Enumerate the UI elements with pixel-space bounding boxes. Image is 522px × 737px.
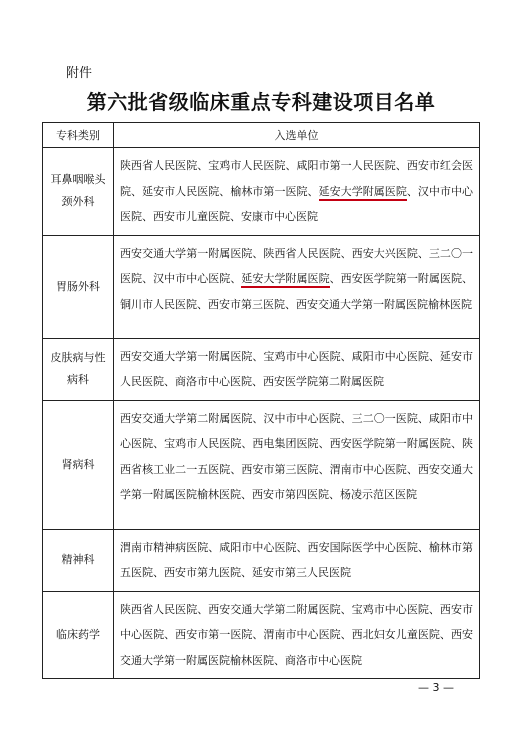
- units-text: 西安交通大学第二附属医院、汉中市中心医院、三二〇一医院、咸阳市中心医院、宝鸡市人民医院、西电集团医院、西安医学院第一附属医院、陕西省核工业二一五医院、西安市第三医院、渭南市中心医院、西安交通大学第一附属医院榆林医院、西安市第四医院、杨凌示范区医院: [120, 411, 473, 501]
- category-cell: 胃肠外科: [43, 235, 114, 338]
- units-cell: [114, 338, 480, 400]
- table-row: [43, 148, 480, 236]
- category-cell: 皮肤病与性病科: [43, 338, 114, 400]
- units-text-rest: 、汉中市中心医院、西安市儿童医院、安康市中心医院: [120, 184, 474, 223]
- table-row: [43, 529, 480, 591]
- table-row: [43, 400, 480, 529]
- units-text: 渭南市精神病医院、咸阳市中心医院、西安国际医学中心医院、榆林市第五医院、西安市第九医院、延安市第三人民医院: [120, 540, 473, 579]
- specialty-table: [42, 122, 480, 679]
- table-row: [43, 235, 480, 338]
- highlighted-unit: 延安大学附属医院: [319, 185, 407, 201]
- category-cell: 耳鼻咽喉头颈外科: [43, 148, 114, 236]
- units-text: 西安交通大学第一附属医院、宝鸡市中心医院、咸阳市中心医院、延安市人民医院、商洛市中心医院、西安医学院第二附属医院: [120, 349, 473, 388]
- units-text: 陕西省人民医院、西安交通大学第二附属医院、宝鸡市中心医院、西安市中心医院、西安市第一医院、渭南市中心医院、西北妇女儿童医院、西安交通大学第一附属医院榆林医院、商洛市中心医院: [120, 602, 473, 667]
- units-text: 陕西省人民医院、宝鸡市人民医院、咸阳市第一人民医院、西安市红会医院、延安市人民医院、榆林市第一医院、: [120, 159, 473, 198]
- category-cell: 临床药学: [43, 591, 114, 679]
- attachment-label: 附件: [66, 66, 93, 81]
- table-row: [43, 338, 480, 400]
- units-text-rest: 、西安医学院第一附属医院、铜川市人民医院、西安市第三医院、西安交通大学第一附属医院榆林医院: [120, 272, 474, 311]
- units-text: 西安交通大学第一附属医院、陕西省人民医院、西安大兴医院、三二〇一医院、汉中市中心医院、: [120, 246, 473, 285]
- category-cell: 精神科: [43, 529, 114, 591]
- document-title: 第六批省级临床重点专科建设项目名单: [86, 90, 436, 114]
- units-cell: [114, 400, 480, 529]
- header-category: 专科类别: [43, 123, 114, 148]
- units-cell: [114, 235, 480, 338]
- units-cell: [114, 591, 480, 679]
- table-row: [43, 591, 480, 679]
- highlighted-unit: 延安大学附属医院: [241, 272, 329, 288]
- units-cell: [114, 529, 480, 591]
- table-header-row: [43, 123, 480, 148]
- units-cell: [114, 148, 480, 236]
- page-number: — 3 —: [418, 681, 454, 694]
- header-units: 入选单位: [114, 123, 480, 148]
- category-cell: 肾病科: [43, 400, 114, 529]
